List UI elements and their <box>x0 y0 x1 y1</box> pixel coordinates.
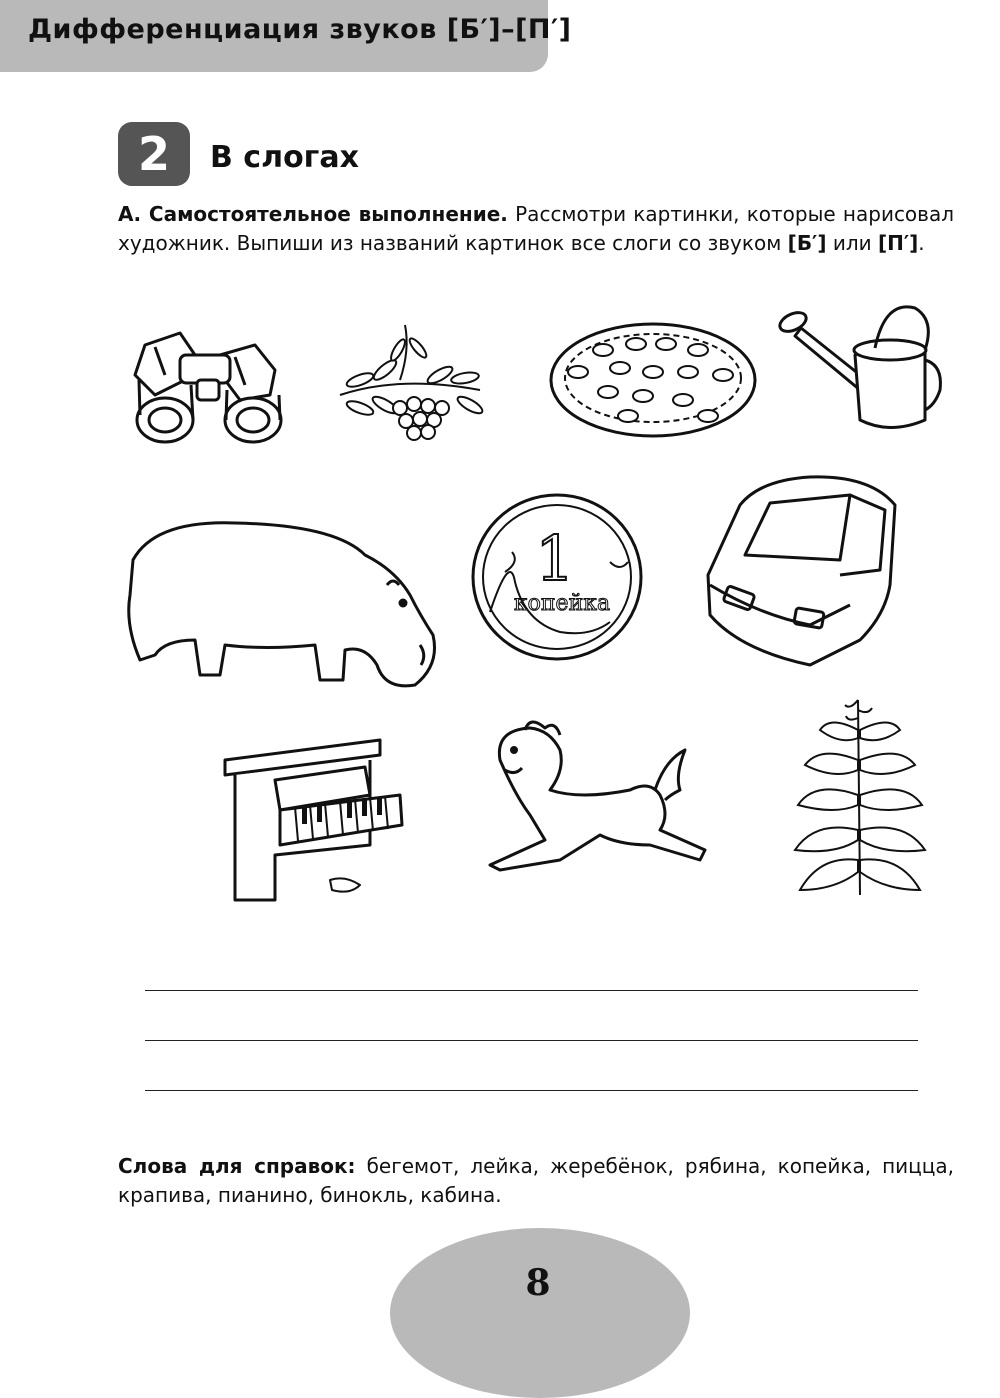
task-instructions <box>118 200 954 258</box>
hippo-icon <box>115 515 440 695</box>
piano-icon <box>220 735 405 905</box>
instruction-label: А. Самостоятельное выполнение. <box>118 202 508 226</box>
header-bar <box>0 0 572 72</box>
reference-words <box>118 1152 954 1210</box>
sound-b-label: [Б′] <box>787 231 827 255</box>
task-number-badge: 2 <box>118 122 190 186</box>
reference-label: Слова для справок: <box>118 1154 356 1178</box>
rowan-branch-icon <box>330 320 490 445</box>
instruction-period: . <box>918 231 925 255</box>
or-word: или <box>832 231 872 255</box>
page-number: 8 <box>525 1262 551 1304</box>
page-header-title: Дифференциация звуков [Б′]–[П′] <box>28 14 572 45</box>
coin-number: 1 <box>535 522 575 595</box>
task-title: В слогах <box>210 140 359 175</box>
answer-line[interactable] <box>145 990 918 991</box>
coin-text: копейка <box>513 591 611 616</box>
watering-can-icon <box>775 300 945 435</box>
answer-line[interactable] <box>145 1090 918 1091</box>
coin-icon <box>470 492 645 662</box>
car-cabin-icon <box>700 475 900 665</box>
nettle-icon <box>790 690 930 900</box>
answer-line[interactable] <box>145 1040 918 1041</box>
instruction-text: Рассмотри картинки, которые нарисовал художник. Выпиши из названий картинок все слоги со звуком <box>118 202 954 255</box>
page-number-oval <box>390 1228 690 1398</box>
sound-p-label: [П′] <box>877 231 919 255</box>
reference-word-list: бегемот, лейка, жеребёнок, рябина, копейка, пицца, крапива, пианино, бинокль, кабина. <box>118 1154 954 1207</box>
binoculars-icon <box>125 325 290 450</box>
foal-icon <box>470 720 715 895</box>
pizza-icon <box>548 320 758 440</box>
